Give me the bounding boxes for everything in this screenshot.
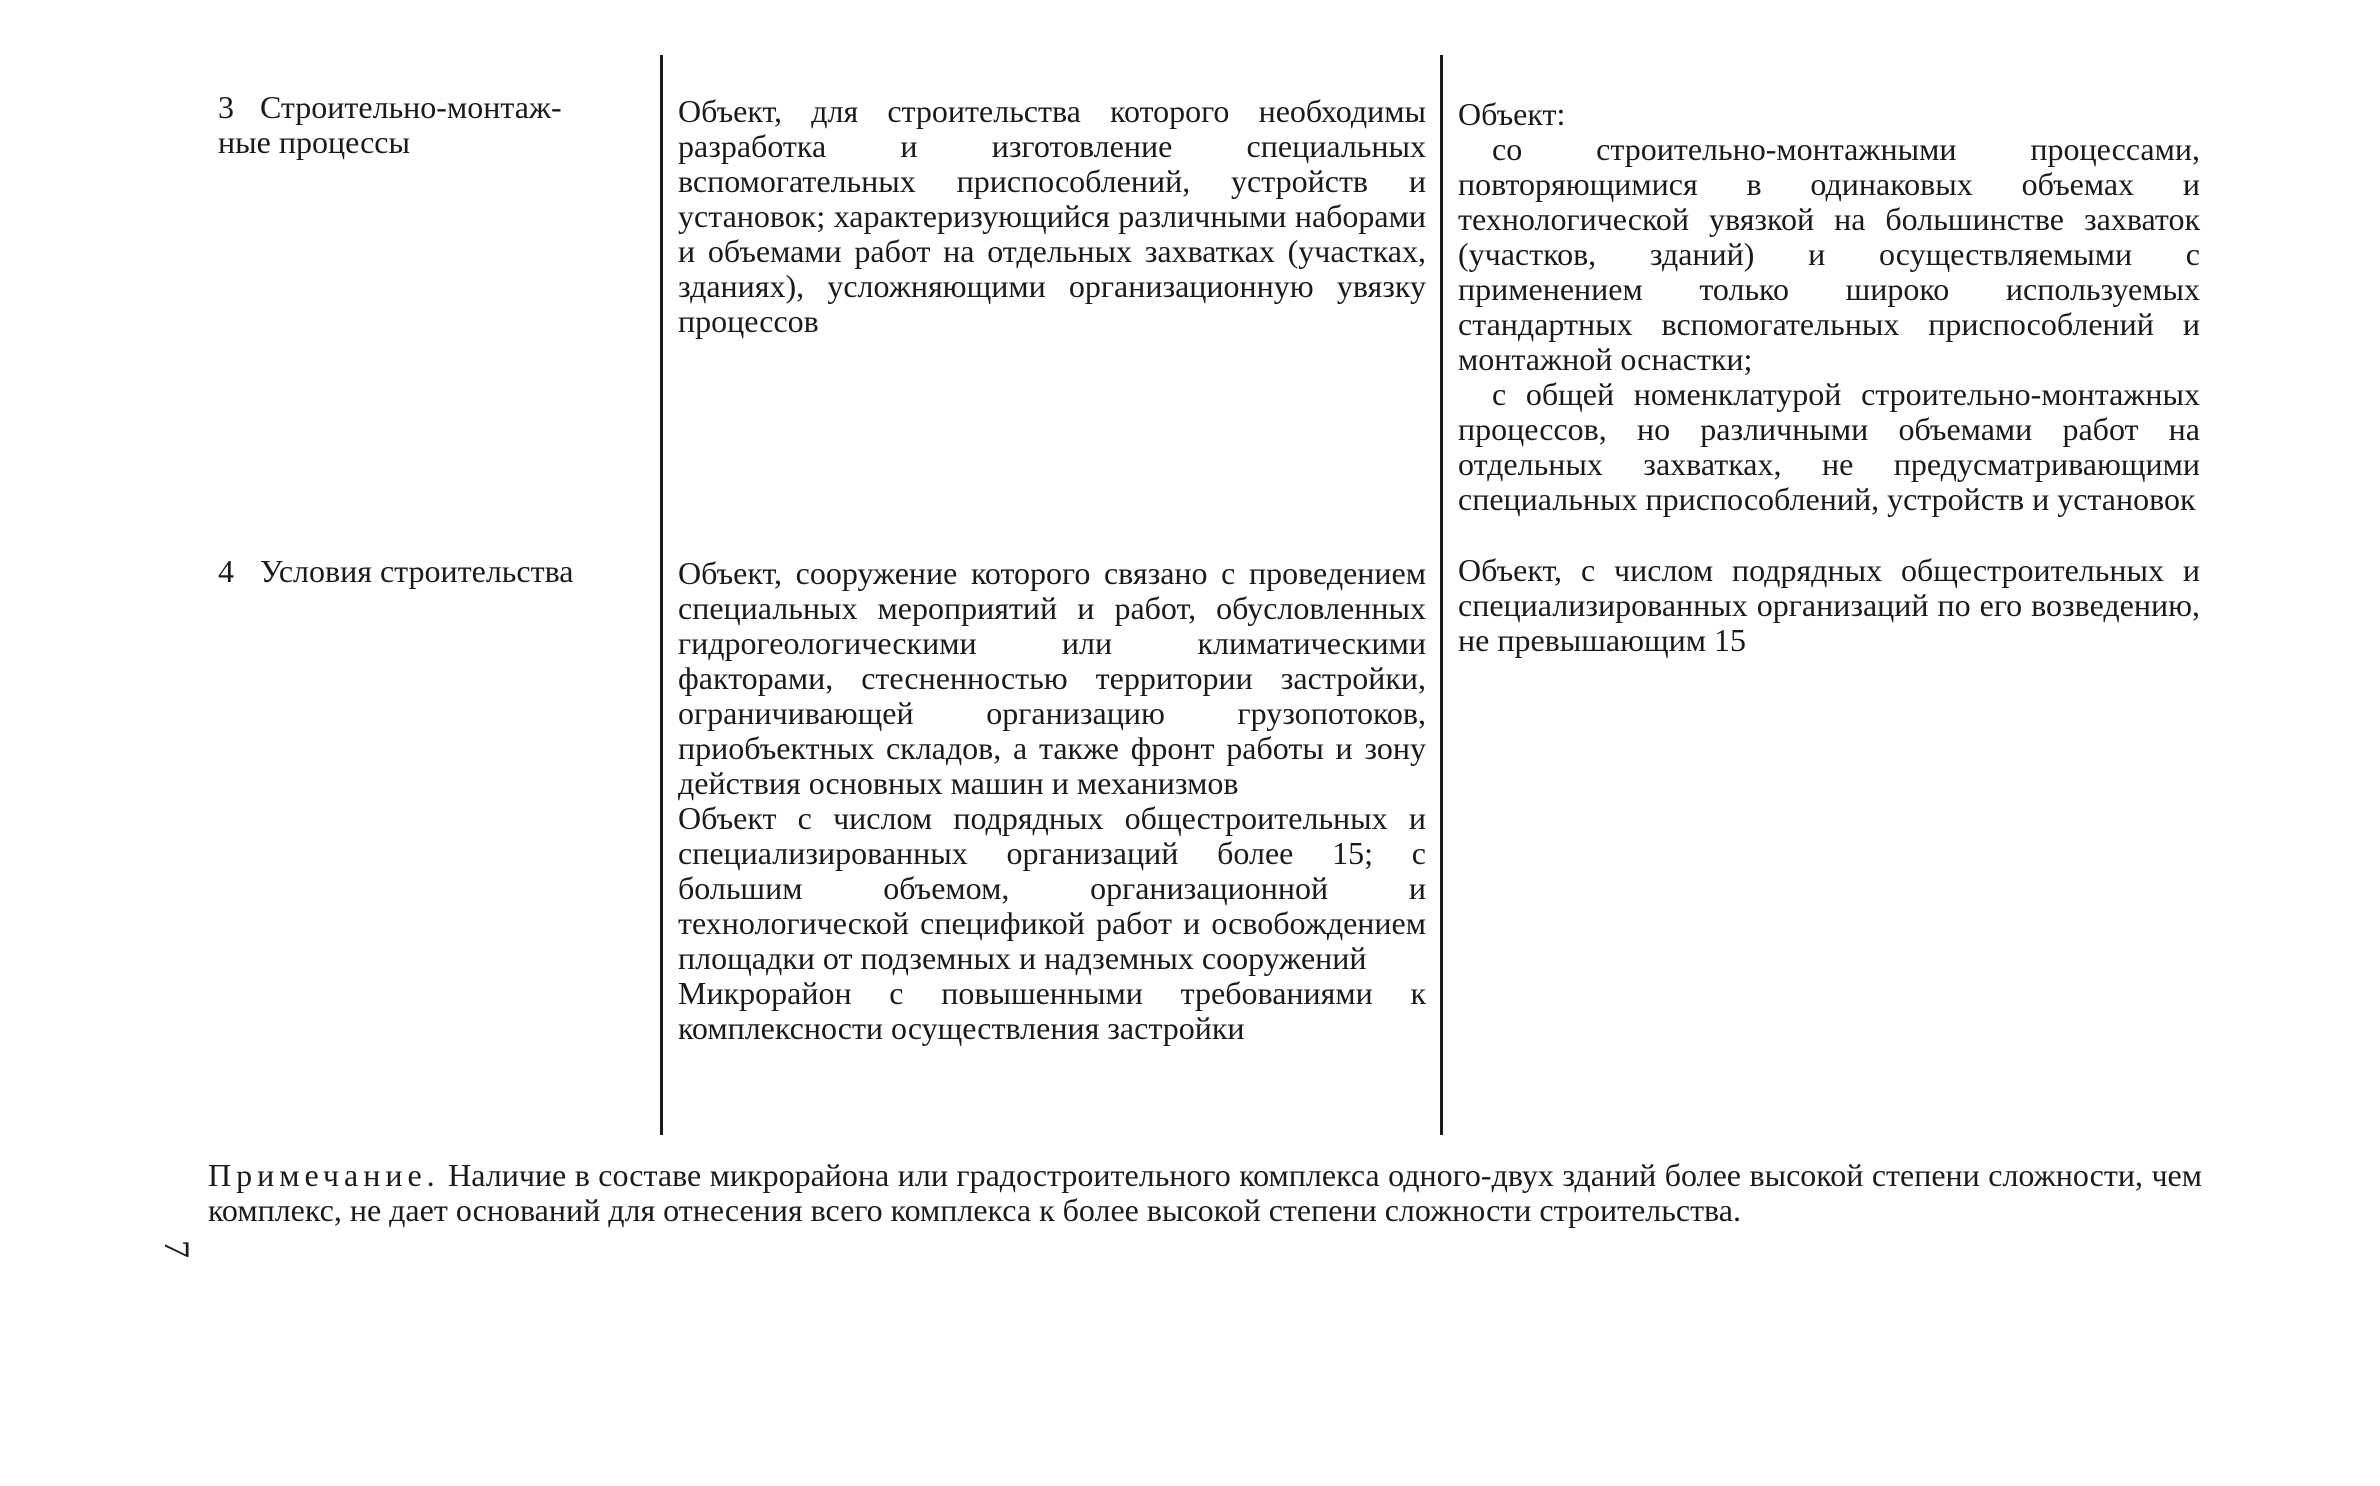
row-number: 3: [218, 89, 234, 125]
table-cell: [1458, 97, 2200, 517]
cell-text: с общей номенклатурой строительно-монтажных процессов, но различными объемами работ на отдельных захватках, не предусматривающими специальных приспособлений, устройств и установок: [1458, 376, 2200, 517]
row-label: [218, 90, 648, 160]
cell-text: со строительно-монтажными процессами, повторяющимися в одинаковых объемах и технологической увязкой на большинстве захваток (участков, зданий) и осуществляемыми с применением только широко используемых стандартных вспомогательных приспособлений и монтажной оснастки;: [1458, 131, 2200, 377]
cell-heading: Объект:: [1458, 96, 1566, 132]
row-label-line: ные процессы: [218, 124, 410, 160]
footnote-text: Наличие в составе микрорайона или градостроительного комплекса одного-двух зданий более высокой степени сложности, чем комплекс, не дает оснований для отнесения всего комплекса к более высокой степени сложности строительства.: [208, 1157, 2203, 1228]
cell-text: Объект, сооружение которого связано с проведением специальных мероприятий и работ, обусловленных гидрогеологическими или климатическими факторами, стесненностью территории застройки, ограничивающей организацию грузопотоков, приобъектных складов, а также фронт работы и зону действия основных машин и механизмов: [678, 555, 1426, 801]
row-label-line: Строительно-монтаж-: [260, 89, 562, 125]
row-label: [218, 554, 648, 589]
row-label-line: Условия строительства: [260, 553, 574, 589]
column-divider: [1440, 55, 1443, 1135]
table-cell: [1458, 553, 2200, 658]
footnote-lead: Примечание.: [208, 1157, 440, 1193]
cell-text: Объект, с числом подрядных общестроительных и специализированных организаций по его возведению, не превышающим 15: [1458, 552, 2200, 658]
column-divider: [660, 55, 663, 1135]
cell-text: Объект, для строительства которого необходимы разработка и изготовление специальных вспомогательных приспособлений, устройств и установок; характеризующийся различными наборами и объемами работ на отдельных захватках (участках, зданиях), усложняющими организационную увязку процессов: [678, 93, 1426, 339]
footnote: [208, 1158, 2202, 1228]
cell-text: Микрорайон с повышенными требованиями к комплексности осуществления застройки: [678, 975, 1426, 1046]
page-number: 7: [157, 1240, 197, 1258]
cell-text: Объект с числом подрядных общестроительных и специализированных организаций более 15; с большим объемом, организационной и технологической спецификой работ и освобождением площадки от подземных и надземных сооружений: [678, 800, 1426, 976]
table-cell: [678, 94, 1426, 339]
row-number: 4: [218, 553, 234, 589]
table-cell: [678, 556, 1426, 1046]
